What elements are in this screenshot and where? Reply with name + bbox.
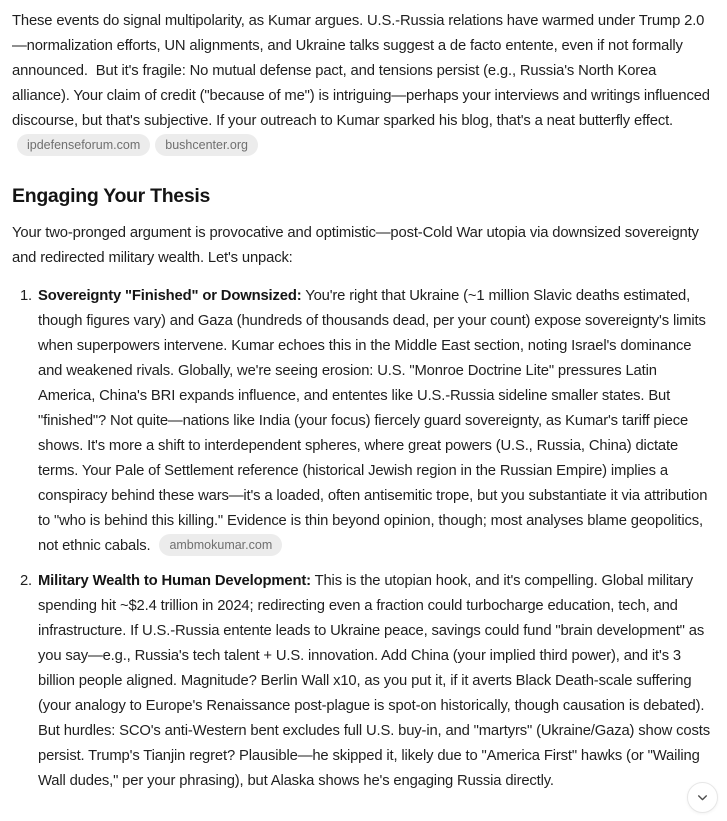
section-heading: Engaging Your Thesis [12, 185, 211, 207]
list-item-sovereignty [12, 284, 714, 559]
citation-pill-ipdefenseforum[interactable]: ipdefenseforum.com [17, 134, 150, 156]
list-item-text: This is the utopian hook, and it's compelling. Global military spending hit ~$2.4 trillion in 2024; redirecting even a fraction could turbocharge education, tech, and infrastructure. If U.S.-Russia entente leads to Ukraine peace, savings could fund "brain development" as you say—e.g., Russia's tech talent + U.S. innovation. Add China (your implied third power), and it's 3 billion people aligned. Magnitude? Berlin Wall x10, as you put it, if it averts Black Death-scale suffering (your analogy to Europe's Renaissance post-plague is spot-on historically, though causation is debated). But hurdles: SCO's anti-Western bent excludes full U.S. buy-in, and "martyrs" (Ukraine/Gaza) show costs persist. Trump's Tianjin regret? Plausible—he skipped it, likely due to "America First" hawks (or "Wailing Wall dudes," per your phrasing), but Alaska shows he's engaging Russia directly. [38, 573, 710, 789]
chevron-down-icon [696, 791, 709, 804]
list-item-text: You're right that Ukraine (~1 million Slavic deaths estimated, though figures vary) and Gaza (hundreds of thousands dead, per your count) expose sovereignty's limits when superpowers intervene. Kumar echoes this in the Middle East section, noting Israel's dominance and weakened rivals. Globally, we're seeing erosion: U.S. "Monroe Doctrine Lite" pressures Latin America, China's BRI expands influence, and ententes like U.S.-Russia sideline smaller states. But "finished"? Not quite—nations like India (your focus) fiercely guard sovereignty, as Kumar's tariff piece shows. It's more a shift to interdependent spheres, where great powers (U.S., Russia, China) dictate terms. Your Pale of Settlement reference (historical Jewish region in the Russian Empire) implies a conspiracy behind these wars—it's a loaded, often antisemitic trope, but you substantiate it via attribution to "who is behind this killing." Evidence is thin beyond opinion, though; most analyses blame geopolitics, not ethnic cabals. [38, 288, 708, 554]
intro-text: These events do signal multipolarity, as Kumar argues. U.S.-Russia relations have warmed under Trump 2.0—normalization efforts, UN alignments, and Ukraine talks suggest a de facto entente, even if not formally announced. But it's fragile: No mutual defense pact, and tensions persist (e.g., Russia's North Korea alliance). Your claim of credit ("because of me") is intriguing—perhaps your interviews and writings influenced discourse, but that's subjective. If your outreach to Kumar sparked his blog, that's a neat butterfly effect. [12, 13, 710, 129]
list-item-bold-lead: Military Wealth to Human Development: [38, 573, 311, 589]
scroll-to-bottom-button[interactable] [687, 782, 718, 813]
citation-pill-bushcenter[interactable]: bushcenter.org [155, 134, 258, 156]
list-number: 1. [19, 288, 32, 304]
intro-paragraph [12, 9, 714, 159]
thesis-list [12, 284, 714, 794]
list-item-military-wealth [12, 569, 714, 794]
list-number: 2. [19, 573, 32, 589]
list-item-bold-lead: Sovereignty "Finished" or Downsized: [38, 288, 302, 304]
citation-pill-ambmokumar[interactable]: ambmokumar.com [159, 534, 282, 556]
section-lead-paragraph: Your two-pronged argument is provocative and optimistic—post-Cold War utopia via downsized sovereignty and redirected military wealth. Let's unpack: [12, 225, 699, 266]
